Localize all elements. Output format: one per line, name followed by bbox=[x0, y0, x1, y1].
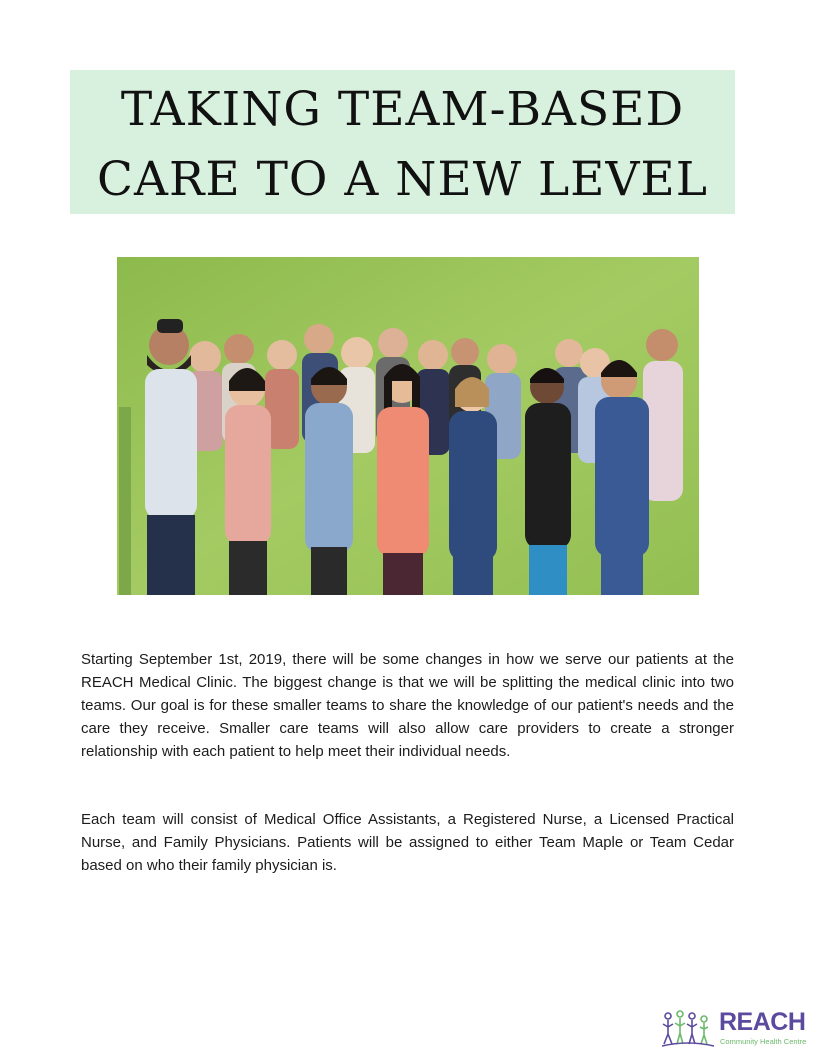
reach-figures-icon bbox=[660, 1010, 716, 1048]
reach-logo bbox=[660, 1010, 812, 1050]
intro-paragraph: Starting September 1st, 2019, there will be some changes in how we serve our patients at the REACH Medical Clinic. The biggest change is that we will be splitting the medical clinic into two teams. Our goal is for these smaller teams to share the knowledge of our patient's needs and the care they receive. Smaller care teams will also allow care providers to create a stronger relationship with each patient to help meet their individual needs. bbox=[81, 651, 734, 760]
team-details-paragraph: Each team will consist of Medical Office Assistants, a Registered Nurse, a Licensed Practical Nurse, and Family Physicians. Patients will be assigned to either Team Maple or Team Cedar based on who their family physician is. bbox=[81, 811, 734, 874]
title-banner bbox=[70, 70, 735, 214]
logo-wordmark: REACH bbox=[719, 1008, 806, 1036]
group-photo-illustration bbox=[117, 257, 699, 595]
page-title-line-2: CARE TO A NEW LEVEL bbox=[97, 152, 708, 207]
logo-subtitle: Community Health Centre bbox=[720, 1037, 807, 1046]
page-title-line-1: TAKING TEAM-BASED bbox=[120, 82, 685, 137]
team-group-photo bbox=[117, 257, 699, 595]
